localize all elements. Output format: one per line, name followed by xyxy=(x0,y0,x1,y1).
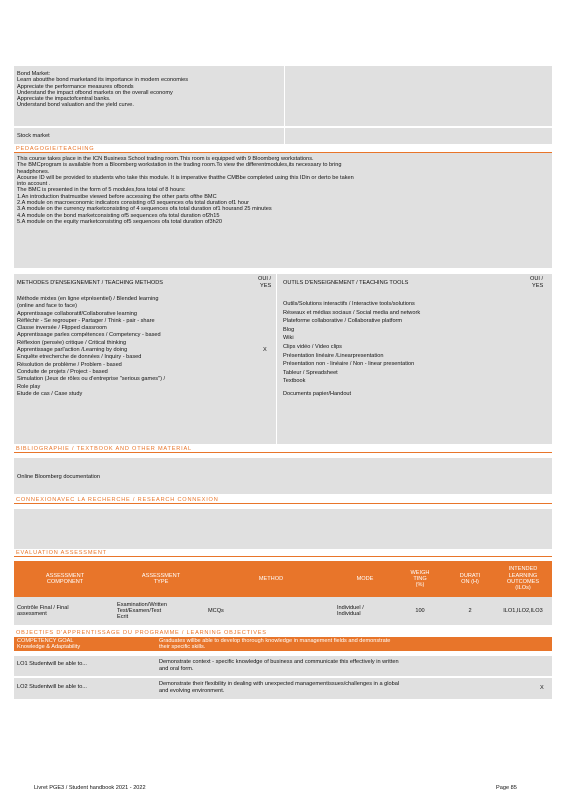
teaching-method: Réfléchir - Se regrouper - Partager / Think - pair - share xyxy=(17,317,155,324)
assessment-component-header: ASSESSMENT COMPONENT xyxy=(45,572,85,585)
lo-mark: X xyxy=(540,685,544,691)
teaching-method: (online and face to face) xyxy=(17,303,78,310)
assessment-duration: 2 xyxy=(468,607,472,614)
lo-description: Demonstrate their flexibility in dealing with unexpected managementissues/challenges in a global xyxy=(159,681,400,687)
pedagogie-line: into account . xyxy=(17,181,51,188)
pedagogie-line: headphones. xyxy=(17,168,50,175)
methods-block xyxy=(14,274,552,444)
pedagogie-line: The BMCprogram is available from a Bloomberg workstation in the trading room.To view the differentmodules,its necessary to bring xyxy=(17,162,342,169)
assessment-outcomes: ILO1,ILO2,ILO3 xyxy=(503,607,543,614)
teaching-tool: Blog xyxy=(283,326,295,333)
teaching-method: Role play xyxy=(17,383,41,390)
mode-header: MODE xyxy=(356,575,374,582)
teaching-tool: Présentation linéaire /Linearpresentation xyxy=(283,352,384,359)
teaching-tool: Clips vidéo / Video clips xyxy=(283,343,342,350)
objectives-title: OBJECTIFS D'APPRENTISSAGE DU PROGRAMME / LEARNING OBJECTIVES xyxy=(16,630,267,636)
teaching-method: Apprentissage parl'action /Learning by doing xyxy=(17,347,128,354)
teaching-method: Méthode mixtes (en ligne etprésentiel) / Blended learning xyxy=(17,296,159,302)
pedagogie-line: 1.An introduction thatmustbe viewed before accessing the other parts ofthe BMC xyxy=(17,193,217,200)
teaching-method: Apprentissage collaboratif/Collaborative learning xyxy=(17,310,138,317)
methods-right-header: OUTILS D'ENSEIGNEMENT / TEACHING TOOLS xyxy=(283,280,409,286)
assessment-type-header: ASSESSMENT TYPE xyxy=(141,572,181,585)
methods-left-header: METHODES D'ENSEIGNEMENT / TEACHING METHODS xyxy=(17,280,164,286)
research-connexion-block xyxy=(14,509,552,549)
bibliography-block xyxy=(14,458,552,494)
teaching-tool: Textbook xyxy=(283,378,306,385)
pedagogie-line: The BMC is presented in the form of 5 modules,fora total of 8 hours: xyxy=(17,187,186,194)
bond-line: Appreciate the performance measures ofbonds xyxy=(17,83,134,90)
duration-header: DURATI ON (H) xyxy=(459,572,481,585)
teaching-method: Apprentissage parles compétences / Competency - based xyxy=(17,332,161,339)
learning-objective-row xyxy=(14,678,552,699)
bibliography-text: Online Bloomberg documentation xyxy=(17,474,101,480)
lo-description-2: and evolving environment. xyxy=(159,688,225,694)
pedagogie-line: 5.A module on the equity marketconsisting of5 sequences ofa total duration of3h20 xyxy=(17,218,222,225)
competency-goal-text: Graduates willbe able to develop thorough knowledge in management fields and demonstrate xyxy=(159,638,391,644)
pedagogie-line: 3.A module on the currency marketconsisting of 4 sequences ofa total duration of1 hourand 25 minutes xyxy=(17,206,272,213)
methods-left-oui: OUI / xyxy=(258,276,272,282)
bond-line: Understand bond valuation and the yield curve. xyxy=(17,102,134,109)
teaching-method: Réflexion (pensée) critique / Critical thinking xyxy=(17,339,127,346)
pedagogie-line: 2.A module on macroeconomic indicators consisting of3 sequences ofa total duration of1 hour xyxy=(17,200,249,207)
assessment-table xyxy=(14,561,552,625)
page-number: Page 85 xyxy=(496,785,517,791)
outcomes-header: INTENDED LEARNING OUTCOMES (ILOs) xyxy=(506,566,540,592)
methods-right-yes: YES xyxy=(532,283,544,289)
lo-description-2: and oral form. xyxy=(159,666,194,672)
bibliography-title: BIBLIOGRAPHIE / TEXTBOOK AND OTHER MATERIAL xyxy=(16,446,192,452)
teaching-tool: Plateforme collaborative / Collaborative platform xyxy=(283,318,403,325)
methods-left-yes: YES xyxy=(260,283,272,289)
competency-goal-label: COMPETENCY GOAL xyxy=(17,638,74,644)
evaluation-title: EVALUATION ASSESSMENT xyxy=(16,550,107,556)
competency-goal-text-2: their specific skills. xyxy=(159,644,206,650)
teaching-method: Classe inversée / Flipped classroom xyxy=(17,325,107,332)
methods-right-oui: OUI / xyxy=(530,276,544,282)
pedagogie-line: This course takes place in the ICN Business School trading room.This room is equipped with 9 Bloomberg workstations. xyxy=(17,156,314,162)
pedagogie-block xyxy=(14,153,552,268)
stock-market-block xyxy=(14,128,552,144)
teaching-tool: Présentation non - linéaire / Non - linear presentation xyxy=(283,361,415,368)
bond-line: Understand the impact ofbond markets on the overall economy xyxy=(17,89,173,96)
assessment-method: MCQs xyxy=(208,607,224,614)
assessment-mode: Individuel / Individual xyxy=(337,604,364,617)
teaching-method: Conduite de projets / Project - based xyxy=(17,368,108,375)
method-header: METHOD xyxy=(258,575,284,582)
bond-line: Appreciate the impactofcentral banks. xyxy=(17,96,111,103)
lo-description: Demonstrate context - specific knowledge of business and communicate this effectively in written xyxy=(159,659,399,665)
teaching-method: Simulation (Jeux de rôles ou d'entreprise "serious games") / xyxy=(17,376,166,383)
teaching-tool: Réseaux et médias sociaux / Social media and network xyxy=(283,309,421,316)
teaching-tool: Wiki xyxy=(283,335,294,342)
lo-code: LO2 Studentwill be able to... xyxy=(17,684,87,690)
teaching-method: Etude de cas / Case study xyxy=(17,390,83,397)
bond-line: Bond Market: xyxy=(17,71,51,77)
teaching-method: Enquête etrecherche de données / Inquiry - based xyxy=(17,354,142,361)
stock-market-label: Stock market xyxy=(17,133,50,139)
footer-left: Livret PGE3 / Student handbook 2021 - 2022 xyxy=(34,785,146,791)
teaching-method: Résolution de problème / Problem - based xyxy=(17,361,122,368)
teaching-tool: Documents papier/Handout xyxy=(283,390,352,397)
weighting-header: WEIGH TING (%) xyxy=(410,569,430,589)
pedagogie-line: 4.A module on the bond marketconsisting of5 sequences ofa total duration of2h15 xyxy=(17,212,220,219)
teaching-tool: Tableur / Spreadsheet xyxy=(283,369,338,376)
bond-market-block xyxy=(14,66,552,126)
competency-mark: X xyxy=(263,347,267,353)
assessment-weighting: 100 xyxy=(415,607,425,614)
pedagogie-title: PEDAGOGIE/TEACHING xyxy=(16,146,95,152)
pedagogie-line: Acourse ID will be provided to students who take this module. It is imperative thatthe CMBbe completed using this IDin or derto be taken xyxy=(17,174,354,181)
assessment-component: Contrôle Final / Final assessment xyxy=(17,604,69,617)
lo-code: LO1 Studentwill be able to... xyxy=(17,661,87,667)
assessment-row xyxy=(14,597,552,625)
teaching-tool: Outils/Solutions interactifs / Interactive tools/solutions xyxy=(283,301,415,307)
research-connexion-title: CONNEXIONAVEC LA RECHERCHE / RESEARCH CONNEXION xyxy=(16,497,219,503)
competency-goal-row xyxy=(14,637,552,651)
assessment-type: Examination/Written Test/Examen/Test Ecrit xyxy=(117,601,167,621)
bond-line: Learn aboutthe bond marketand its importance in modern economies xyxy=(17,77,189,84)
learning-objective-row xyxy=(14,656,552,676)
competency-goal-label-2: Knowledge & Adaptability xyxy=(17,644,81,650)
